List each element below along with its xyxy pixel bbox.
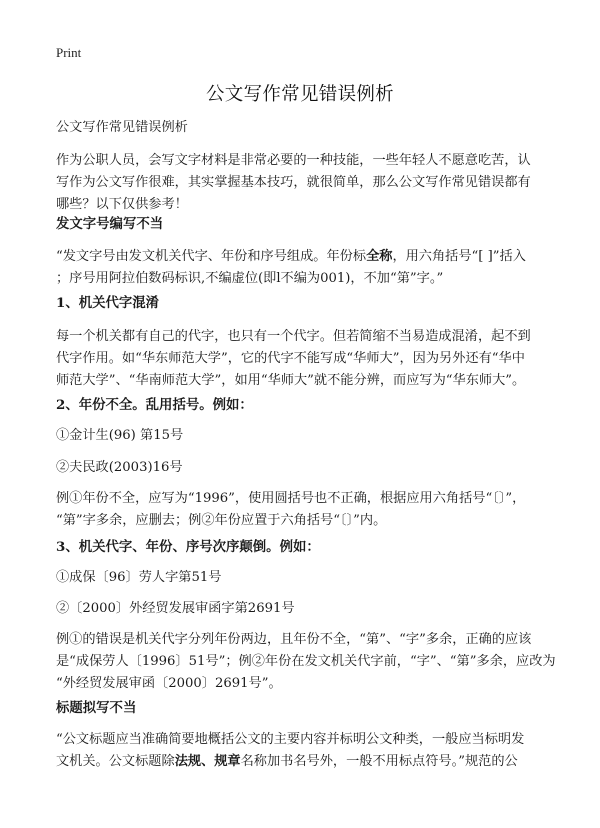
paragraph-line: ；序号用阿拉伯数码标识,不编虚位(即l不编为001)，不加“第”字。” — [56, 271, 444, 286]
paragraph-line: 例①年份不全，应写为“1996”，使用圆括号也不正确，根据应用六角括号“〔〕”， — [56, 491, 526, 506]
paragraph-line: 是“成保劳人〔1996〕51号”；例②年份在发文机关代字前，“字”、“第”多余，应改为 — [56, 654, 556, 669]
doc-number-paragraph — [56, 246, 550, 290]
subsection-heading-text: 1、机关代字混淆 — [56, 295, 160, 311]
text-run: 文机关。公文标题除 — [56, 754, 175, 769]
subsection-3-paragraph — [56, 629, 556, 695]
section-heading-text: 标题拟写不当 — [56, 700, 137, 716]
example-text: ②夫民政(2003)16号 — [56, 460, 183, 475]
paragraph-line: 每一个机关都有自己的代字，也只有一个代字。但若简缩不当易造成混淆，起不到 — [56, 329, 531, 344]
text-run: “发文字号由发文机关代字、年份和序号组成。年份标 — [56, 249, 367, 264]
bold-term: 法规、规章 — [174, 754, 241, 769]
paragraph-line: “外经贸发展审函〔2000〕2691号”。 — [56, 676, 282, 691]
text-run: ，用六角括号“[ ]”括入 — [392, 249, 526, 264]
example-line — [56, 567, 550, 589]
subsection-heading-text: 3、机关代字、年份、序号次序颠倒。例如： — [56, 539, 320, 555]
paragraph-line: “公文标题应当准确简要地概括公文的主要内容并标明公文种类，一般应当标明发 — [56, 732, 525, 747]
subsection-heading-2 — [56, 394, 550, 416]
section-heading-title — [56, 697, 550, 719]
subsection-heading-1 — [56, 292, 550, 314]
document-title: 公文写作常见错误例析 — [205, 84, 394, 105]
example-line — [56, 457, 550, 479]
intro-line: 写作为公文写作很难，其实掌握基本技巧，就很简单，那么公文写作常见错误都有 — [56, 175, 531, 190]
paragraph-line: 代字作用。如“华东师范大学”，它的代字不能写成“华师大”，因为另外还有“华中 — [56, 351, 525, 366]
print-link[interactable]: Print — [56, 45, 82, 60]
intro-paragraph — [56, 150, 550, 216]
example-text: ①成保〔96〕劳人字第51号 — [56, 570, 222, 585]
bold-term: 全称 — [366, 249, 393, 264]
example-line — [56, 598, 550, 620]
subsection-1-paragraph — [56, 326, 550, 392]
subtitle-text: 公文写作常见错误例析 — [56, 120, 188, 135]
paragraph-line: “第”字多余，应删去；例②年份应置于六角括号“〔〕”内。 — [56, 513, 387, 528]
example-text: ①金计生(96) 第15号 — [56, 428, 184, 443]
example-line — [56, 425, 550, 447]
intro-line: 哪些？以下仅供参考！ — [56, 197, 188, 212]
subsection-heading-text: 2、年份不全。乱用括号。例如： — [56, 397, 253, 413]
document-subtitle — [56, 117, 550, 139]
paragraph-line — [56, 751, 550, 773]
subsection-heading-3 — [56, 536, 550, 558]
text-run: 名称加书名号外，一般不用标点符号。”规范的公 — [240, 754, 518, 769]
example-text: ②〔2000〕外经贸发展审函字第2691号 — [56, 601, 295, 616]
title-paragraph — [56, 729, 550, 773]
section-heading-text: 发文字号编写不当 — [56, 216, 164, 232]
subsection-2-paragraph — [56, 488, 550, 532]
paragraph-line: 师范大学”、“华南师范大学”，如用“华师大”就不能分辨，而应写为“华东师大”。 — [56, 373, 526, 388]
section-heading-doc-number — [56, 213, 550, 235]
intro-line: 作为公职人员，会写文字材料是非常必要的一种技能，一些年轻人不愿意吃苦，认 — [56, 153, 531, 168]
paragraph-line — [56, 246, 550, 268]
paragraph-line: 例①的错误是机关代字分列年份两边，且年份不全，“第”、“字”多余，正确的应该 — [56, 632, 532, 647]
